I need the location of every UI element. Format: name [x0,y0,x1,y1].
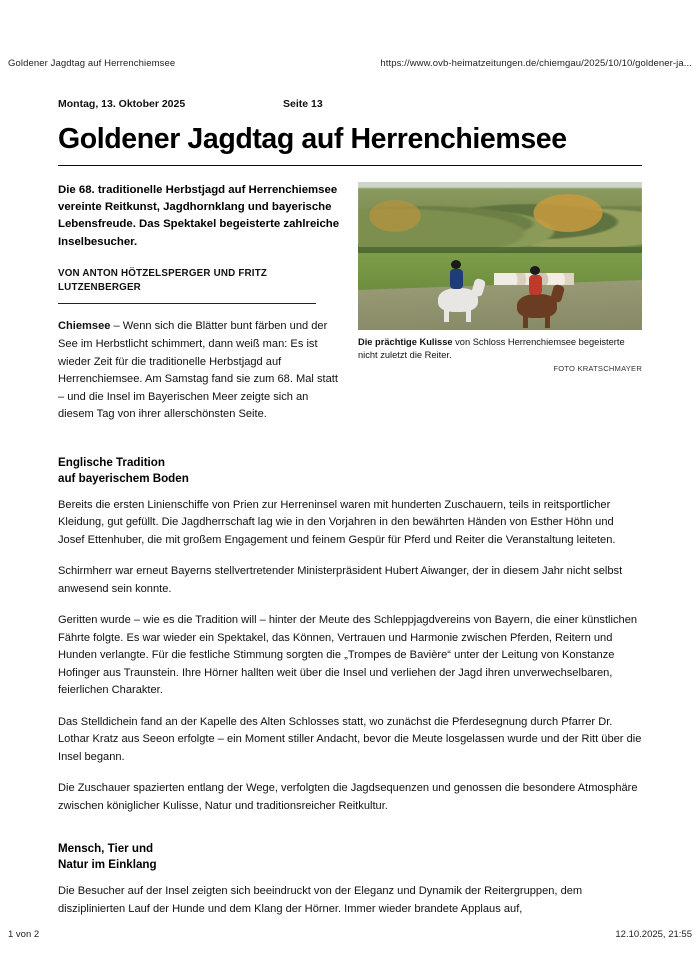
top-block [58,182,642,437]
photo-autumn-foliage-right [528,191,608,235]
first-paragraph [58,318,340,423]
headline-divider [58,165,642,166]
byline-divider [58,303,316,304]
photo-autumn-foliage-left [364,197,426,235]
body-paragraph: Die Zuschauer spazierten entlang der Wege, verfolgten die Jagdsequenzen und genossen die besondere Atmosphäre zwischen königlicher Kulisse, Natur und traditionsreicher Reitkultur. [58,782,638,812]
subhead-1 [58,455,642,487]
dateline: Chiemsee [58,320,111,333]
first-paragraph-text: – Wenn sich die Blätter bunt färben und der See im Herbstlicht schimmert, dann weiß man: Es ist wieder Zeit für die traditionelle Herbstjagd auf Herrenchiemsee. Am Samstag fand sie zum 68. Mal statt – und die Insel im Bayerischen Meer zeigte sich an diesem Tag von ihrer allerschönsten Seite. [58,320,338,421]
body-paragraph: Die Besucher auf der Insel zeigten sich beeindruckt von der Eleganz und Dynamik der Reitergruppen, dem disziplinierten Lauf der Hunde und dem Klang der Hörner. Immer wieder brandete Applaus auf, [58,885,583,915]
body-paragraph: Bereits die ersten Linienschiffe von Prien zur Herreninsel waren mit hunderten Zuschauern, teils in reitsportlicher Kleidung, gut gefüllt. Die Jagdherrschaft lag wie in den Vorjahren in den bewährten Händen von Esther Höhn und Josef Ettenhuber, die mit großem Engagement und feinem Gespür für Pferd und Reiter die Veranstaltung leiteten. [58,498,616,546]
photo-caption [358,336,642,375]
byline: VON ANTON HÖTZELSPERGER UND FRITZ LUTZENBERGER [58,268,268,294]
photo-rider-blue [438,288,478,312]
intro-column [58,182,340,437]
print-header-url: https://www.ovb-heimatzeitungen.de/chiemgau/2025/10/10/goldener-ja... [380,58,692,69]
subhead-2-line-2: Natur im Einklang [58,858,157,872]
body-paragraph: Schirmherr war erneut Bayerns stellvertretender Ministerpräsident Hubert Aiwanger, der in diesem Jahr nicht selbst anwesend sein konnte. [58,565,623,595]
body-paragraph: Geritten wurde – wie es die Tradition will – hinter der Meute des Schleppjagdvereins von Bayern, die einer künstlichen Fährte folgte. Es war wieder ein Spektakel, das Können, Vertrauen und Harmonie zwischen Pferden, Reitern und Hunden verlangte. Für die festliche Stimmung sorgten die „Trompes de Bavière“ unter der Leitung von Konstanze Hofinger aus Traunstein. Ihre Hörner hallten weit über die Insel und verliehen der Jagd ihren unverwechselbaren, feierlichen Charakter. [58,614,638,697]
page-title: Goldener Jagdtag auf Herrenchiemsee [58,123,567,155]
article-meta [58,98,642,110]
subhead-2 [58,841,642,873]
article-photo [358,182,642,330]
article [58,98,642,932]
subhead-2-line-1: Mensch, Tier und [58,842,154,856]
subhead-1-line-1: Englische Tradition [58,455,165,469]
print-timestamp: 12.10.2025, 21:55 [615,929,692,940]
body-paragraph: Das Stelldichein fand an der Kapelle des Alten Schlosses statt, wo zunächst die Pferdesegnung durch Pfarrer Dr. Lothar Kratz aus Seeon erfolgte – ein Moment stiller Andacht, bevor die Meute losgelassen wurde und der Ritt über die Insel begann. [58,715,642,763]
photo-caption-text: von Schloss Herrenchiemsee begeisterte nicht zuletzt die Reiter. [358,336,625,360]
print-header-title: Goldener Jagdtag auf Herrenchiemsee [8,58,176,69]
article-body [58,455,642,919]
article-page-number: Seite 13 [283,98,323,110]
print-footer [8,929,692,940]
photo-caption-lead: Die prächtige Kulisse [358,336,453,347]
article-date: Montag, 13. Oktober 2025 [58,98,186,110]
photo-column [358,182,642,375]
subhead-1-line-2: auf bayerischem Boden [58,471,189,485]
lead-paragraph: Die 68. traditionelle Herbstjagd auf Herrenchiemsee vereinte Reitkunst, Jagdhornklang und bayerische Lebensfreude. Das Spektakel begeisterte zahlreiche Inselbesucher. [58,183,340,248]
print-header [8,58,692,69]
photo-credit: FOTO KRATSCHMAYER [553,364,642,374]
page-counter: 1 von 2 [8,929,40,940]
photo-rider-red [517,294,557,318]
